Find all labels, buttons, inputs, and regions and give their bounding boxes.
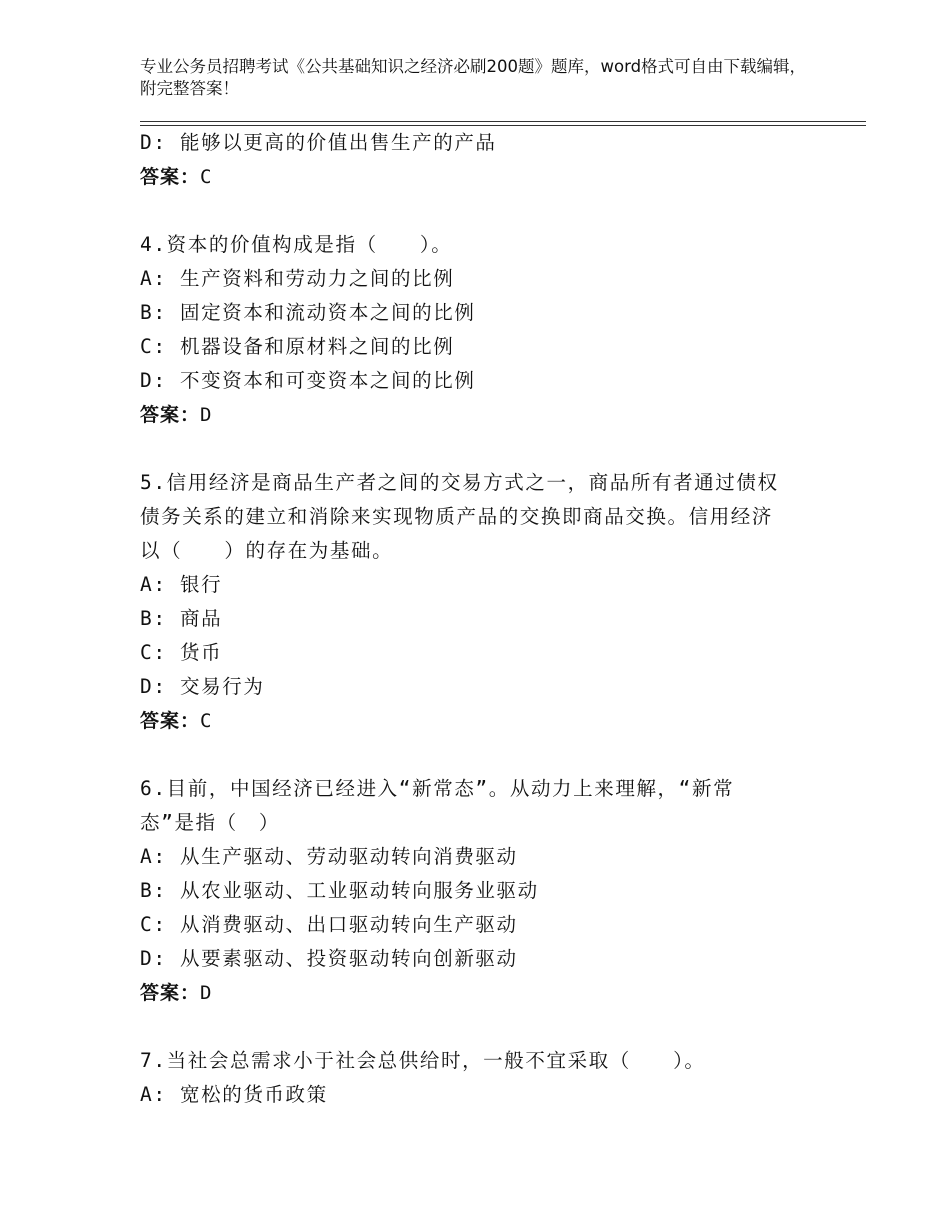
question-stem-line: 态”是指（ ） (140, 811, 280, 834)
question-stem-line: 6.目前，中国经济已经进入“新常态”。从动力上来理解，“新常 (140, 777, 735, 800)
question-stem-line: 债务关系的建立和消除来实现物质产品的交换即商品交换。信用经济 (140, 505, 774, 528)
answer-value: D (200, 404, 213, 426)
answer-value: D (200, 982, 213, 1004)
question-stem: 4.资本的价值构成是指（ ）。 (140, 233, 453, 256)
answer-label: 答案： (140, 166, 201, 188)
answer-line (140, 160, 800, 194)
option-c: C: 货币 (140, 641, 223, 664)
option-a: A: 从生产驱动、劳动驱动转向消费驱动 (140, 845, 518, 868)
option-c: C: 从消费驱动、出口驱动转向生产驱动 (140, 913, 518, 936)
option-d: D: 能够以更高的价值出售生产的产品 (140, 131, 497, 154)
option-c: C: 机器设备和原材料之间的比例 (140, 335, 455, 358)
answer-line (140, 704, 800, 738)
answer-line (140, 398, 800, 432)
header-rule-top (140, 121, 866, 122)
option-a: A: 宽松的货币政策 (140, 1083, 328, 1106)
question-stem-line: 5.信用经济是商品生产者之间的交易方式之一，商品所有者通过债权 (140, 471, 779, 494)
answer-label: 答案： (140, 404, 201, 426)
answer-line (140, 976, 800, 1010)
answer-label: 答案： (140, 982, 201, 1004)
option-a: A: 生产资料和劳动力之间的比例 (140, 267, 455, 290)
document-body (140, 126, 800, 1112)
answer-value: C (200, 166, 213, 188)
question-stem: 7.当社会总需求小于社会总供给时，一般不宜采取（ ）。 (140, 1049, 706, 1072)
option-a: A: 银行 (140, 573, 223, 596)
answer-value: C (200, 710, 213, 732)
option-d: D: 交易行为 (140, 675, 265, 698)
option-b: B: 固定资本和流动资本之间的比例 (140, 301, 476, 324)
option-b: B: 从农业驱动、工业驱动转向服务业驱动 (140, 879, 539, 902)
answer-label: 答案： (140, 710, 201, 732)
option-d: D: 不变资本和可变资本之间的比例 (140, 369, 476, 392)
question-stem-line: 以（ ）的存在为基础。 (140, 539, 394, 562)
option-d: D: 从要素驱动、投资驱动转向创新驱动 (140, 947, 518, 970)
document-header: 专业公务员招聘考试《公共基础知识之经济必刷200题》题库，word格式可自由下载编辑，附完整答案！ (140, 57, 807, 98)
option-b: B: 商品 (140, 607, 223, 630)
